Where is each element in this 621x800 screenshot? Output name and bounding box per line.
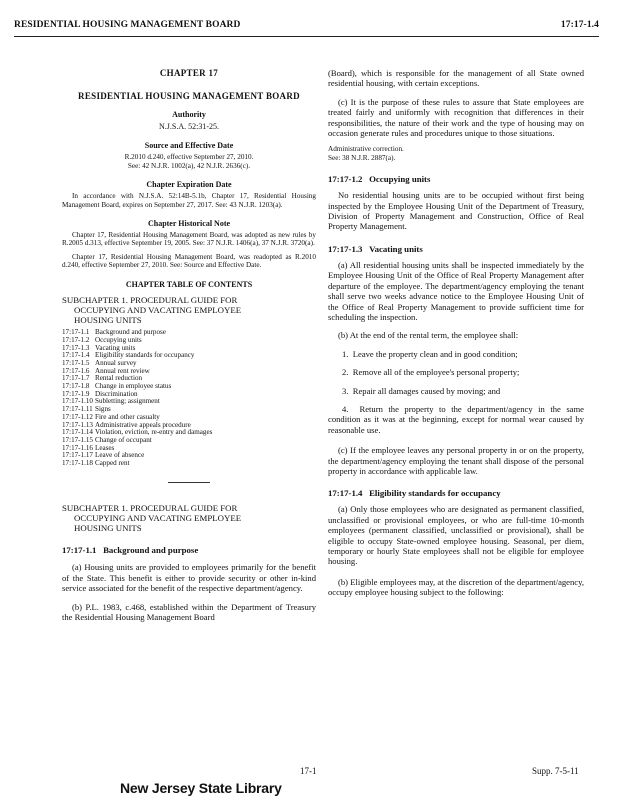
list-item: 2. Remove all of the employee's personal property; — [342, 367, 520, 378]
section-separator — [168, 482, 210, 483]
toc-heading: CHAPTER TABLE OF CONTENTS — [125, 279, 253, 289]
toc-entry[interactable]: 17:17-1.2 Occupying units — [62, 335, 142, 344]
toc-subchapter-line-2: OCCUPYING AND VACATING EMPLOYEE — [74, 304, 242, 315]
section-title: Background and purpose — [103, 545, 199, 556]
table-of-contents — [62, 329, 316, 468]
library-watermark: New Jersey State Library — [120, 780, 282, 796]
section-number: 17:17-1.1 — [62, 545, 97, 556]
left-column — [62, 68, 316, 622]
toc-entry[interactable]: 17:17-1.7 Rental reduction — [62, 374, 143, 383]
toc-entry[interactable]: 17:17-1.9 Discrimination — [62, 389, 138, 398]
header-section-number: 17:17-1.4 — [560, 20, 599, 30]
toc-subchapter-line-3: HOUSING UNITS — [74, 314, 142, 325]
paragraph-1-2: No residential housing units are to be occupied without first being inspected by the Employee Housing Unit of the Department of Treasury, Division of Property Management and Construction, Office of Real Property Management. — [328, 190, 584, 232]
amendment-note-line-2: See: 38 N.J.R. 2887(a). — [328, 153, 396, 162]
expiration-text: In accordance with N.J.S.A. 52:14B-5.1b, Chapter 17, Residential Housing Management Board, expires on September 27, 2017. See: 43 N.J.R. 1203(a). — [62, 192, 316, 209]
section-number: 17:17-1.4 — [328, 488, 363, 499]
source-line-1: R.2010 d.240, effective September 27, 2010. — [124, 153, 254, 162]
list-item: 1. Leave the property clean and in good condition; — [342, 348, 518, 359]
subchapter-heading-line-2: OCCUPYING AND VACATING EMPLOYEE — [74, 513, 242, 524]
history-paragraph-1: Chapter 17, Residential Housing Management Board, was adopted as new rules by R.2005 d.313, effective September 19, 2005. See: 37 N.J.R. 1406(a), 37 N.J.R. 3720(a). — [62, 230, 316, 248]
section-title: Vacating units — [369, 243, 423, 254]
supplement-date: Supp. 7-5-11 — [532, 766, 579, 776]
paragraph-1-1-c: (c) It is the purpose of these rules to assure that State employees are treated fairly and uniformly with recognition that differences in their responsibilities, the nature of their work and the type of housing may on occasion generate rules and procedures unique to those situations. — [328, 96, 584, 139]
section-heading-1-2 — [328, 174, 584, 184]
toc-entry[interactable]: 17:17-1.5 Annual survey — [62, 358, 137, 367]
toc-entry[interactable]: 17:17-1.11 Signs — [62, 405, 111, 414]
section-number: 17:17-1.2 — [328, 174, 363, 185]
paragraph-1-4-b: (b) Eligible employees may, at the discretion of the department/agency, occupy employee housing subject to the following: — [328, 576, 584, 598]
toc-entry[interactable]: 17:17-1.12 Fire and other casualty — [62, 412, 160, 421]
paragraph-1-3-c: (c) If the employee leaves any personal property in or on the property, the department/agency employing the tenant shall dispose of the personal property in accordance with applicable law. — [328, 445, 584, 476]
toc-entry[interactable]: 17:17-1.8 Change in employee status — [62, 382, 172, 391]
section-heading-1-3 — [328, 244, 584, 254]
paragraph-1-1-a: (a) Housing units are provided to employees primarily for the benefit of the State. This benefit is either to provide security or other in-kind service associated for the benefit of the respective department/agency. — [62, 562, 316, 594]
header-rule — [14, 36, 599, 37]
toc-entry[interactable]: 17:17-1.13 Administrative appeals procedure — [62, 420, 191, 429]
toc-entry[interactable]: 17:17-1.6 Annual rent review — [62, 366, 150, 375]
expiration-heading: Chapter Expiration Date — [146, 180, 232, 190]
toc-entry[interactable]: 17:17-1.14 Violation, eviction, re-entry and damages — [62, 428, 213, 437]
subchapter-heading-line-3: HOUSING UNITS — [74, 523, 142, 534]
paragraph-1-1-b: (b) P.L. 1983, c.468, established within the Department of Treasury the Residential Housing Management Board — [62, 601, 316, 623]
section-title: Occupying units — [369, 174, 431, 185]
toc-entry[interactable]: 17:17-1.3 Vacating units — [62, 343, 136, 352]
section-number: 17:17-1.3 — [328, 243, 363, 254]
running-header — [14, 20, 599, 34]
chapter-number: CHAPTER 17 — [159, 68, 219, 78]
chapter-title: RESIDENTIAL HOUSING MANAGEMENT BOARD — [78, 91, 300, 101]
toc-subchapter-line-1: SUBCHAPTER 1. PROCEDURAL GUIDE FOR — [62, 294, 238, 305]
toc-entry[interactable]: 17:17-1.18 Capped rent — [62, 459, 130, 468]
section-heading-1-4 — [328, 488, 584, 498]
toc-entry[interactable]: 17:17-1.4 Eligibility standards for occupancy — [62, 351, 195, 360]
right-column — [328, 68, 584, 598]
page-number: 17-1 — [300, 766, 317, 776]
subchapter-heading-line-1: SUBCHAPTER 1. PROCEDURAL GUIDE FOR — [62, 502, 238, 513]
section-title: Eligibility standards for occupancy — [369, 488, 501, 499]
list-item: 4. Return the property to the department/agency in the same condition as it was at the beginning, except for normal wear caused by reasonable use. — [328, 403, 584, 435]
source-heading: Source and Effective Date — [144, 141, 234, 151]
header-title: RESIDENTIAL HOUSING MANAGEMENT BOARD — [14, 20, 241, 30]
toc-entry[interactable]: 17:17-1.17 Leave of absence — [62, 451, 145, 460]
amendment-note-line-1: Administrative correction. — [328, 145, 404, 154]
section-heading-1-1 — [62, 545, 316, 555]
history-paragraph-2: Chapter 17, Residential Housing Management Board, was readopted as R.2010 d.240, effective September 27, 2010. See: Source and Effective Date. — [62, 252, 316, 270]
paragraph-continued: (Board), which is responsible for the management of all State owned residential housing, with certain exceptions. — [328, 68, 584, 89]
toc-entry[interactable]: 17:17-1.1 Background and purpose — [62, 328, 166, 337]
toc-entry[interactable]: 17:17-1.10 Subletting; assignment — [62, 397, 160, 406]
source-line-2: See: 42 N.J.R. 1002(a), 42 N.J.R. 2636(c). — [127, 161, 251, 170]
authority-heading: Authority — [172, 110, 206, 119]
paragraph-1-4-a: (a) Only those employees who are designated as permanent classified, unclassified or provisional employees, or who are full-time 10-month employees (permanent classified, unclassified or provisional), shall be eligible to occupy State-owned employee housing. Seasonal, per diem, temporary or hourly State employees shall not be eligible for employee housing. — [328, 504, 584, 567]
paragraph-1-3-b: (b) At the end of the rental term, the employee shall: — [338, 330, 519, 341]
authority-text: N.J.S.A. 52:31-25. — [158, 122, 219, 131]
paragraph-1-3-a: (a) All residential housing units shall be inspected immediately by the Employee Housing Unit of the Office of Real Property Management after departure of the employee. The department/agency employing the tenant shall serve two weeks advance notice to the Employee Housing Unit of the Office of Real Property Management to provide sufficient time for scheduling the inspection. — [328, 259, 584, 322]
toc-entry[interactable]: 17:17-1.16 Leases — [62, 443, 115, 452]
toc-entry[interactable]: 17:17-1.15 Change of occupant — [62, 436, 152, 444]
history-heading: Chapter Historical Note — [147, 218, 231, 228]
list-item: 3. Repair all damages caused by moving; and — [342, 385, 501, 396]
